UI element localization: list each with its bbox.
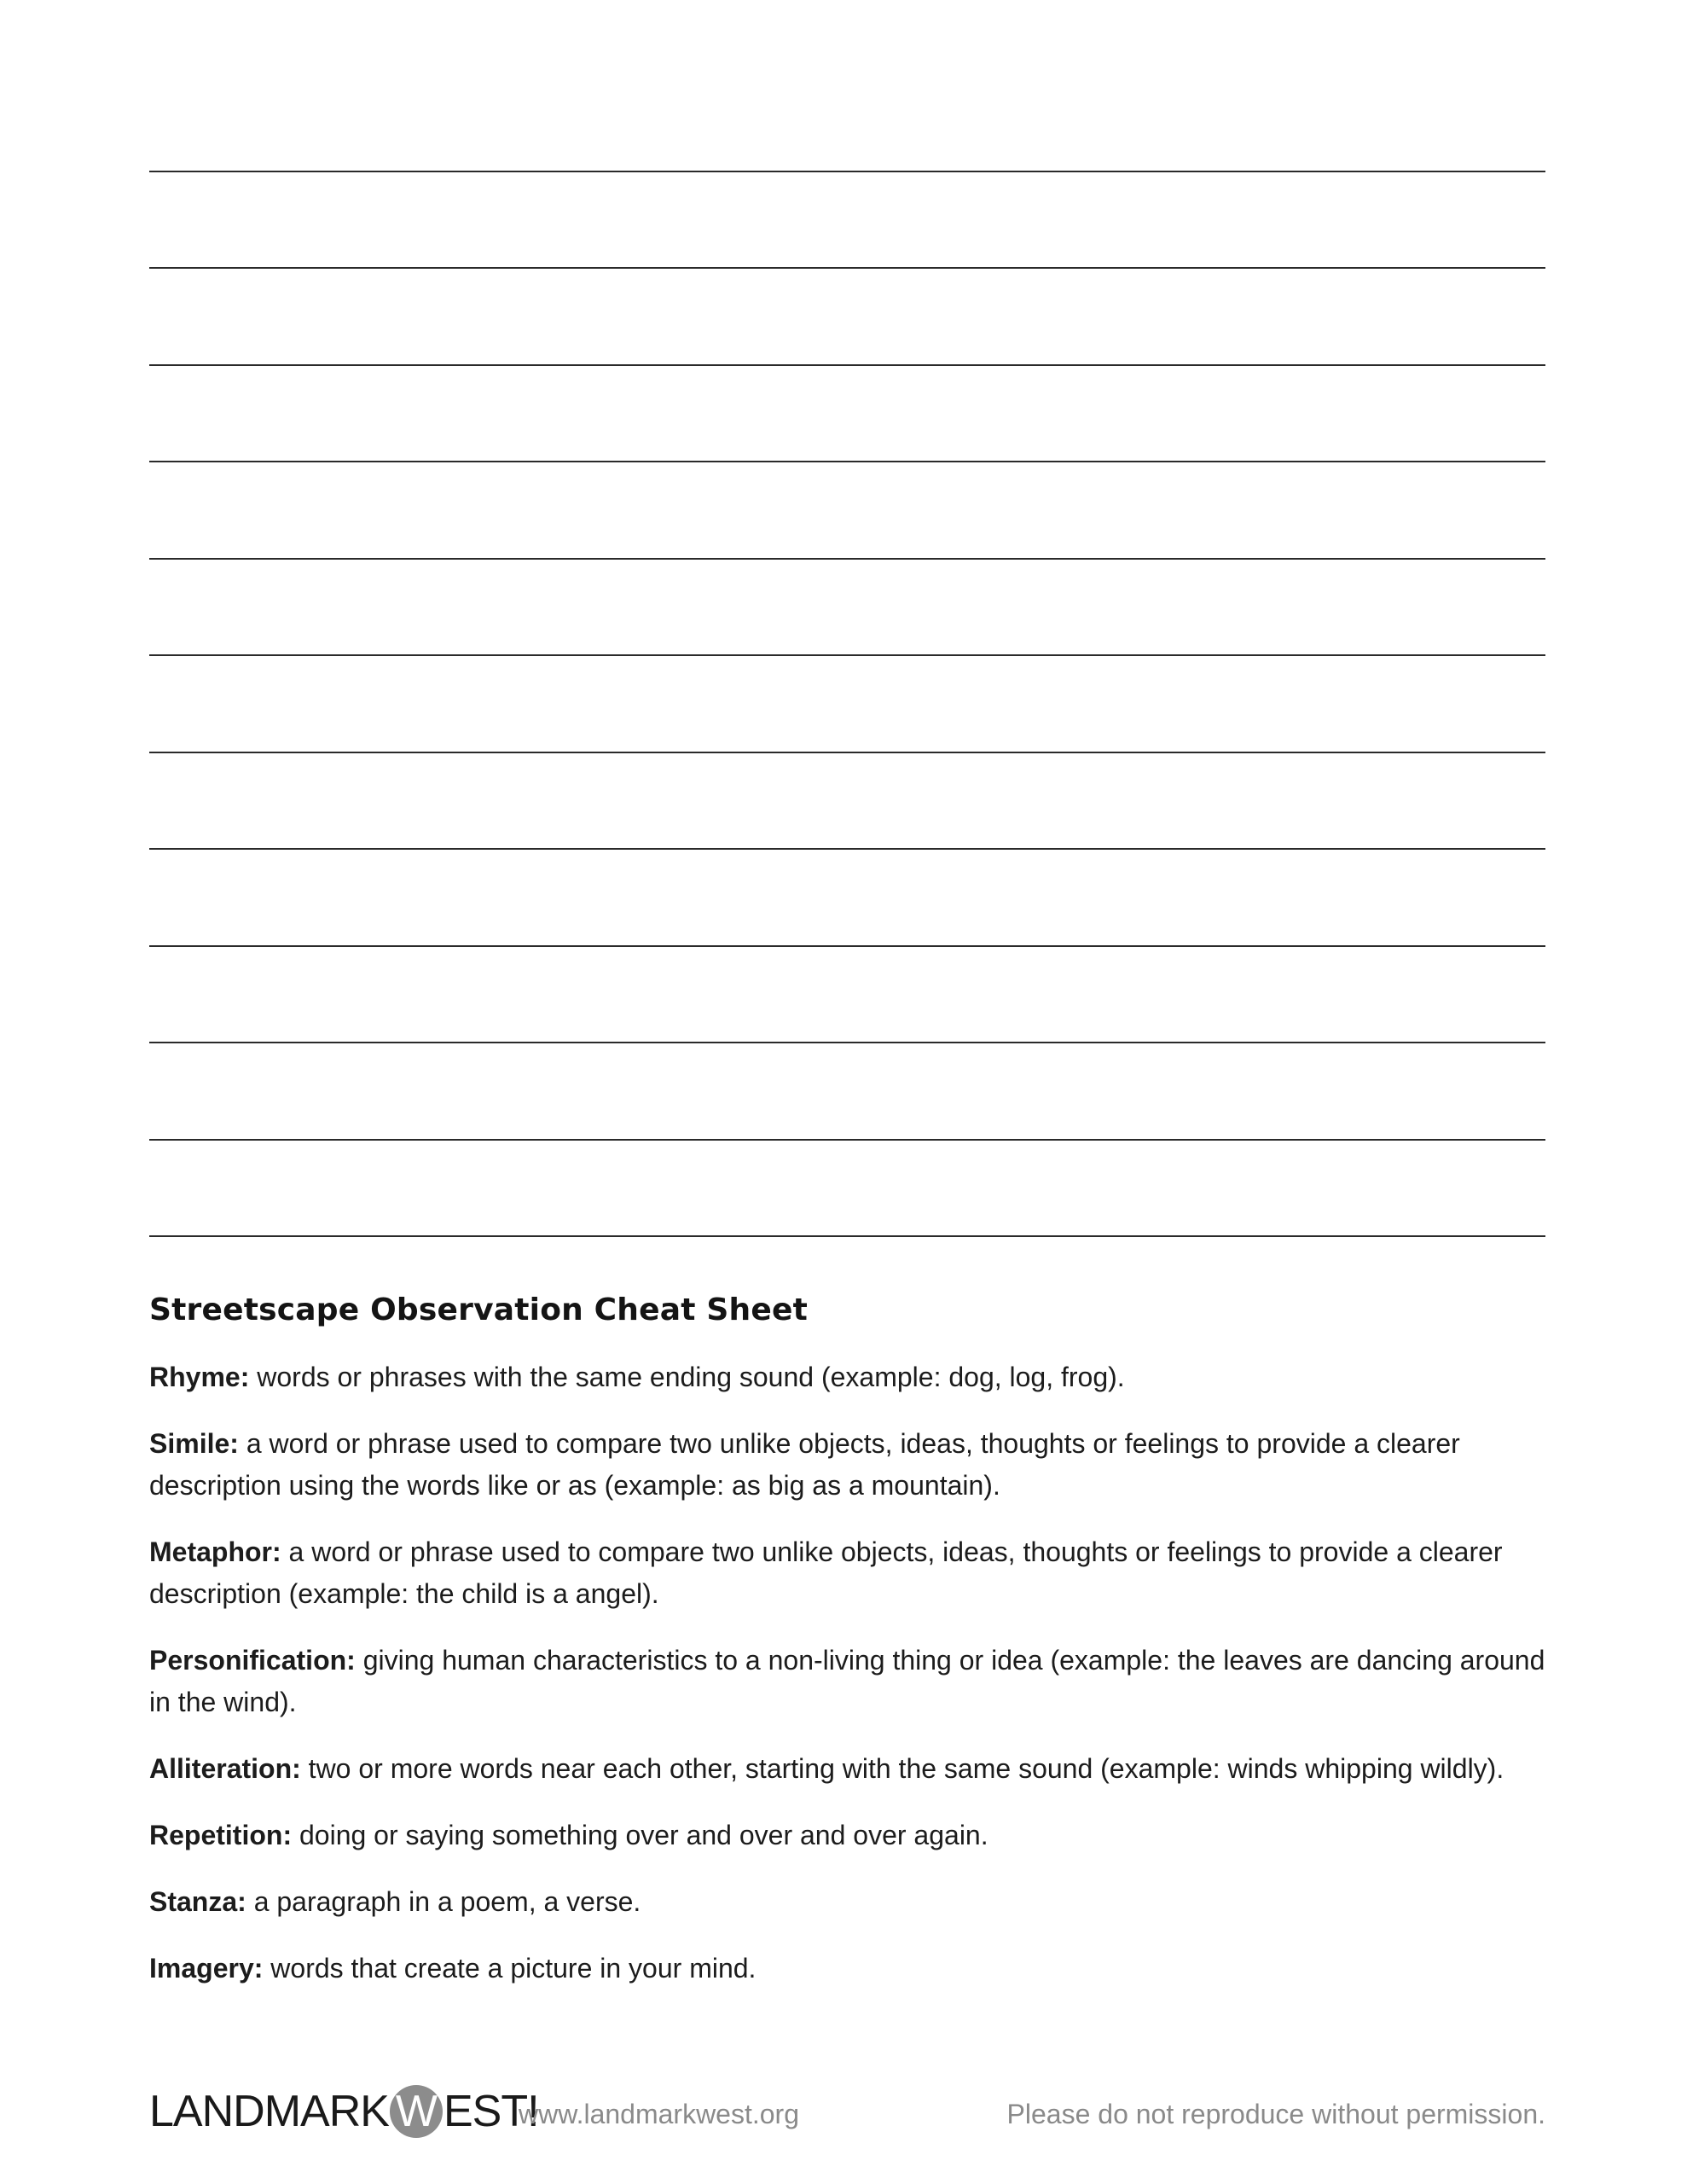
writing-line: [149, 1042, 1545, 1043]
term-definition: a word or phrase used to compare two unlike objects, ideas, thoughts or feelings to provide a clearer description (example: the child is a angel).: [149, 1536, 1503, 1609]
logo-text-end: EST!: [443, 2087, 539, 2136]
writing-line: [149, 364, 1545, 366]
writing-line: [149, 171, 1545, 172]
term-name: Stanza:: [149, 1886, 246, 1917]
writing-line: [149, 654, 1545, 656]
logo-text-start: LANDMARK: [149, 2087, 389, 2136]
term-name: Repetition:: [149, 1820, 293, 1850]
writing-line: [149, 1235, 1545, 1237]
writing-line: [149, 945, 1545, 947]
cheat-sheet-title: Streetscape Observation Cheat Sheet: [149, 1292, 808, 1327]
cheat-sheet: [149, 1292, 1548, 2014]
term-definition: a paragraph in a poem, a verse.: [246, 1886, 641, 1917]
writing-line: [149, 752, 1545, 753]
term-name: Personification:: [149, 1645, 356, 1676]
writing-line: [149, 267, 1545, 269]
term-alliteration: [149, 1748, 1548, 1790]
writing-line: [149, 1139, 1545, 1141]
term-stanza: [149, 1881, 1548, 1923]
term-name: Simile:: [149, 1428, 239, 1459]
term-personification: [149, 1640, 1548, 1723]
term-rhyme: [149, 1356, 1548, 1398]
footer-website-link[interactable]: www.landmarkwest.org: [519, 2099, 799, 2129]
writing-line: [149, 461, 1545, 462]
term-imagery: [149, 1948, 1548, 1989]
term-repetition: [149, 1815, 1548, 1856]
footer-permission-note: Please do not reproduce without permission.: [1006, 2099, 1545, 2129]
page-footer: [149, 2082, 1545, 2141]
term-name: Rhyme:: [149, 1362, 250, 1392]
term-simile: [149, 1423, 1548, 1507]
term-definition: a word or phrase used to compare two unlike objects, ideas, thoughts or feelings to provide a clearer description using the words like or as (example: as big as a mountain).: [149, 1428, 1460, 1501]
writing-lines: [149, 0, 1545, 1280]
writing-line: [149, 848, 1545, 850]
term-definition: words or phrases with the same ending sound (example: dog, log, frog).: [249, 1362, 1125, 1392]
term-definition: doing or saying something over and over and over again.: [292, 1820, 988, 1850]
term-definition: words that create a picture in your mind.: [263, 1953, 757, 1984]
term-definition: giving human characteristics to a non-living thing or idea (example: the leaves are dancing around in the wind).: [149, 1645, 1545, 1717]
term-name: Metaphor:: [149, 1536, 281, 1567]
term-name: Alliteration:: [149, 1753, 301, 1784]
writing-line: [149, 558, 1545, 560]
term-metaphor: [149, 1531, 1548, 1615]
term-name: Imagery:: [149, 1953, 264, 1984]
landmark-west-logo: [149, 2085, 539, 2138]
logo-w-circle-icon: W: [390, 2085, 443, 2138]
term-definition: two or more words near each other, starting with the same sound (example: winds whipping wildly).: [300, 1753, 1504, 1784]
